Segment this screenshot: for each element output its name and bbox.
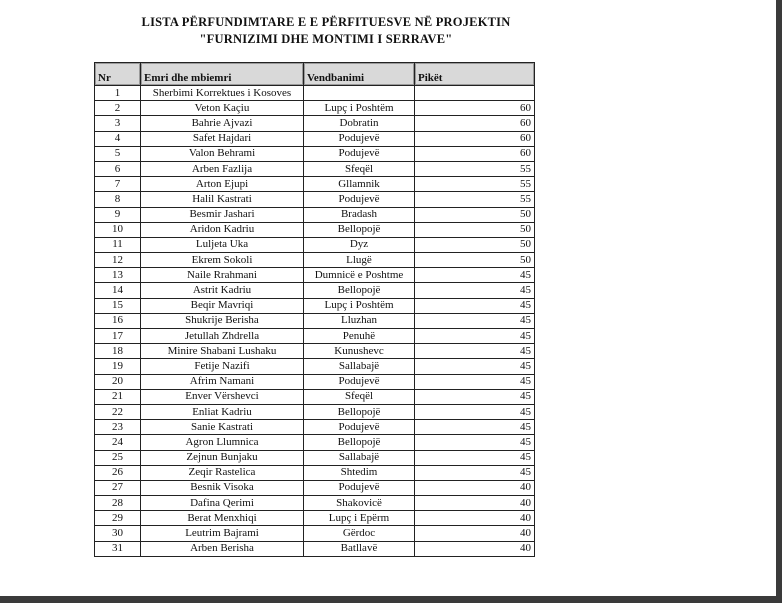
row-number: 6 — [95, 161, 141, 176]
table-row — [95, 496, 535, 511]
table-header-row — [95, 63, 535, 86]
beneficiary-name: Astrit Kadriu — [141, 283, 304, 298]
points-value: 40 — [415, 526, 535, 541]
points-value: 45 — [415, 420, 535, 435]
table-row — [95, 404, 535, 419]
table-row — [95, 161, 535, 176]
document-title: LISTA PËRFUNDIMTARE E E PËRFITUESVE NË PROJEKTIN — [141, 15, 511, 29]
table-row — [95, 374, 535, 389]
beneficiary-name: Zeqir Rastelica — [141, 465, 304, 480]
points-value: 50 — [415, 207, 535, 222]
beneficiary-name: Enliat Kadriu — [141, 404, 304, 419]
points-value: 60 — [415, 146, 535, 161]
table-row — [95, 329, 535, 344]
table-row — [95, 177, 535, 192]
beneficiary-name: Valon Behrami — [141, 146, 304, 161]
row-number: 29 — [95, 511, 141, 526]
row-number: 19 — [95, 359, 141, 374]
row-number: 5 — [95, 146, 141, 161]
points-value: 45 — [415, 435, 535, 450]
residence: Llugë — [304, 253, 415, 268]
residence: Dobratin — [304, 116, 415, 131]
table-row — [95, 116, 535, 131]
residence: Sallabajë — [304, 359, 415, 374]
table-row — [95, 192, 535, 207]
table-row — [95, 313, 535, 328]
points-value: 45 — [415, 389, 535, 404]
table-row — [95, 222, 535, 237]
beneficiary-name: Dafina Qerimi — [141, 496, 304, 511]
points-value: 45 — [415, 313, 535, 328]
table-row — [95, 465, 535, 480]
row-number: 10 — [95, 222, 141, 237]
residence: Bellopojë — [304, 222, 415, 237]
points-value: 45 — [415, 298, 535, 313]
row-number: 12 — [95, 253, 141, 268]
table-row — [95, 207, 535, 222]
beneficiary-name: Arben Berisha — [141, 541, 304, 556]
residence: Bradash — [304, 207, 415, 222]
header-name: Emri dhe mbiemri — [141, 63, 304, 86]
beneficiary-name: Enver Vërshevci — [141, 389, 304, 404]
table-row — [95, 480, 535, 495]
beneficiary-name: Fetije Nazifi — [141, 359, 304, 374]
beneficiary-name: Shukrije Berisha — [141, 313, 304, 328]
table-row — [95, 146, 535, 161]
table-body — [95, 86, 535, 557]
beneficiary-name: Bahrie Ajvazi — [141, 116, 304, 131]
residence: Podujevë — [304, 420, 415, 435]
points-value: 60 — [415, 131, 535, 146]
row-number: 7 — [95, 177, 141, 192]
points-value: 55 — [415, 161, 535, 176]
beneficiary-name: Sanie Kastrati — [141, 420, 304, 435]
table-row — [95, 420, 535, 435]
row-number: 15 — [95, 298, 141, 313]
table-row — [95, 86, 535, 101]
points-value: 40 — [415, 541, 535, 556]
points-value: 50 — [415, 237, 535, 252]
residence: Podujevë — [304, 480, 415, 495]
residence: Gërdoc — [304, 526, 415, 541]
table-row — [95, 101, 535, 116]
residence: Gllamnik — [304, 177, 415, 192]
points-value: 45 — [415, 268, 535, 283]
row-number: 11 — [95, 237, 141, 252]
beneficiary-name: Naile Rrahmani — [141, 268, 304, 283]
header-place: Vendbanimi — [304, 63, 415, 86]
header-points: Pikët — [415, 63, 535, 86]
row-number: 25 — [95, 450, 141, 465]
points-value — [415, 86, 535, 101]
document-subtitle: "FURNIZIMI DHE MONTIMI I SERRAVE" — [199, 32, 453, 46]
residence: Lupç i Poshtëm — [304, 298, 415, 313]
points-value: 50 — [415, 253, 535, 268]
residence: Lupç i Poshtëm — [304, 101, 415, 116]
table-row — [95, 283, 535, 298]
window-edge-right — [776, 0, 782, 603]
row-number: 3 — [95, 116, 141, 131]
beneficiary-name: Agron Llumnica — [141, 435, 304, 450]
table-row — [95, 344, 535, 359]
table-row — [95, 253, 535, 268]
beneficiary-name: Minire Shabani Lushaku — [141, 344, 304, 359]
points-value: 45 — [415, 329, 535, 344]
residence: Podujevë — [304, 374, 415, 389]
row-number: 4 — [95, 131, 141, 146]
beneficiary-name: Arton Ejupi — [141, 177, 304, 192]
residence: Bellopojë — [304, 404, 415, 419]
beneficiary-name: Besnik Visoka — [141, 480, 304, 495]
header-nr: Nr — [95, 63, 141, 86]
residence: Dyz — [304, 237, 415, 252]
row-number: 24 — [95, 435, 141, 450]
residence: Sfeqël — [304, 161, 415, 176]
points-value: 45 — [415, 465, 535, 480]
beneficiary-name: Afrim Namani — [141, 374, 304, 389]
residence: Batllavë — [304, 541, 415, 556]
beneficiary-name: Veton Kaçiu — [141, 101, 304, 116]
residence: Shakovicë — [304, 496, 415, 511]
beneficiary-name: Berat Menxhiqi — [141, 511, 304, 526]
row-number: 13 — [95, 268, 141, 283]
beneficiary-name: Zejnun Bunjaku — [141, 450, 304, 465]
residence: Shtedim — [304, 465, 415, 480]
residence: Lupç i Epërm — [304, 511, 415, 526]
points-value: 40 — [415, 496, 535, 511]
residence: Kunushevc — [304, 344, 415, 359]
points-value: 55 — [415, 177, 535, 192]
residence: Bellopojë — [304, 283, 415, 298]
residence: Penuhë — [304, 329, 415, 344]
beneficiary-name: Jetullah Zhdrella — [141, 329, 304, 344]
row-number: 14 — [95, 283, 141, 298]
table-row — [95, 359, 535, 374]
beneficiary-name: Sherbimi Korrektues i Kosoves — [141, 86, 304, 101]
row-number: 2 — [95, 101, 141, 116]
beneficiary-name: Arben Fazlija — [141, 161, 304, 176]
row-number: 27 — [95, 480, 141, 495]
row-number: 20 — [95, 374, 141, 389]
row-number: 9 — [95, 207, 141, 222]
points-value: 55 — [415, 192, 535, 207]
residence: Lluzhan — [304, 313, 415, 328]
row-number: 1 — [95, 86, 141, 101]
table-row — [95, 435, 535, 450]
beneficiary-name: Beqir Mavriqi — [141, 298, 304, 313]
table-row — [95, 511, 535, 526]
table-row — [95, 237, 535, 252]
table-row — [95, 298, 535, 313]
beneficiary-name: Halil Kastrati — [141, 192, 304, 207]
residence: Podujevë — [304, 146, 415, 161]
row-number: 26 — [95, 465, 141, 480]
residence: Bellopojë — [304, 435, 415, 450]
beneficiary-name: Aridon Kadriu — [141, 222, 304, 237]
row-number: 28 — [95, 496, 141, 511]
points-value: 45 — [415, 344, 535, 359]
row-number: 31 — [95, 541, 141, 556]
row-number: 22 — [95, 404, 141, 419]
row-number: 21 — [95, 389, 141, 404]
beneficiaries-table — [94, 62, 535, 557]
residence: Sallabajë — [304, 450, 415, 465]
beneficiary-name: Safet Hajdari — [141, 131, 304, 146]
beneficiary-name: Besmir Jashari — [141, 207, 304, 222]
row-number: 8 — [95, 192, 141, 207]
residence: Dumnicë e Poshtme — [304, 268, 415, 283]
beneficiary-name: Luljeta Uka — [141, 237, 304, 252]
row-number: 30 — [95, 526, 141, 541]
beneficiary-name: Ekrem Sokoli — [141, 253, 304, 268]
points-value: 40 — [415, 511, 535, 526]
table-row — [95, 268, 535, 283]
table-row — [95, 131, 535, 146]
points-value: 50 — [415, 222, 535, 237]
beneficiary-name: Leutrim Bajrami — [141, 526, 304, 541]
points-value: 45 — [415, 404, 535, 419]
points-value: 60 — [415, 116, 535, 131]
window-edge-bottom — [0, 596, 782, 603]
table-row — [95, 526, 535, 541]
residence: Podujevë — [304, 131, 415, 146]
row-number: 16 — [95, 313, 141, 328]
row-number: 23 — [95, 420, 141, 435]
points-value: 45 — [415, 374, 535, 389]
points-value: 45 — [415, 283, 535, 298]
table-row — [95, 450, 535, 465]
row-number: 17 — [95, 329, 141, 344]
residence: Sfeqël — [304, 389, 415, 404]
residence — [304, 86, 415, 101]
table-row — [95, 541, 535, 556]
points-value: 45 — [415, 450, 535, 465]
residence: Podujevë — [304, 192, 415, 207]
points-value: 45 — [415, 359, 535, 374]
row-number: 18 — [95, 344, 141, 359]
table-row — [95, 389, 535, 404]
points-value: 60 — [415, 101, 535, 116]
points-value: 40 — [415, 480, 535, 495]
